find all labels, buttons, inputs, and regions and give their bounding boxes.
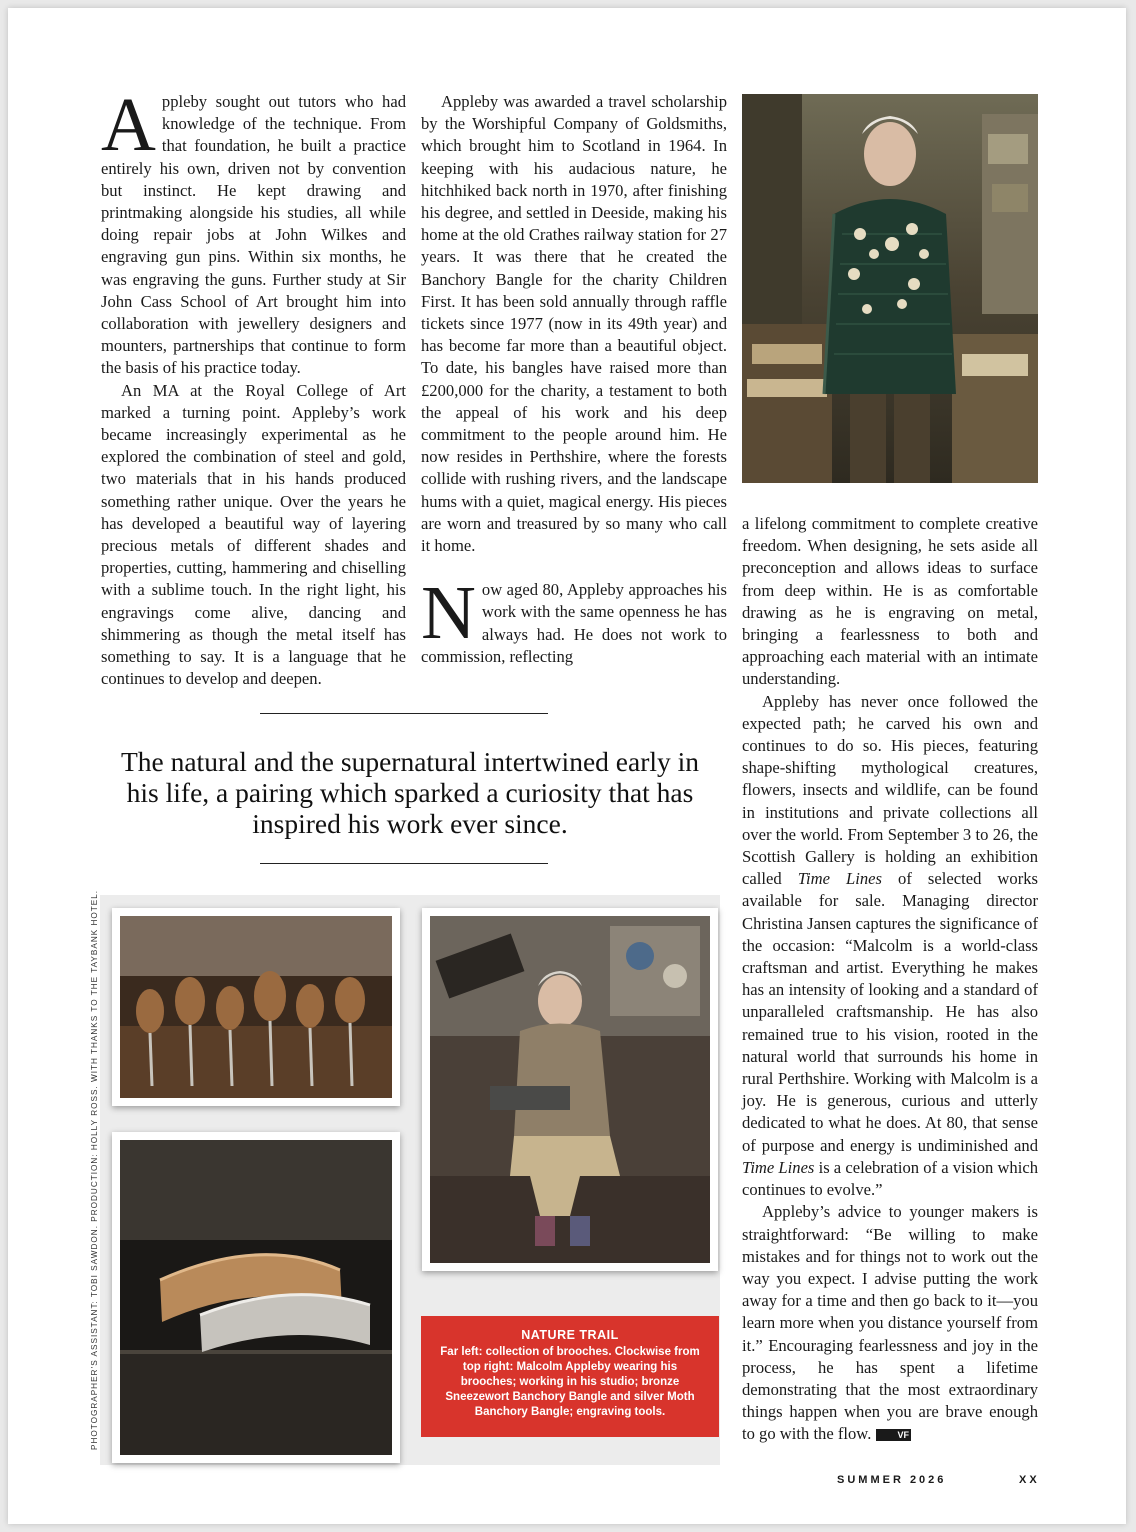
tools-illustration: [120, 916, 392, 1098]
paragraph: Appleby’s advice to younger makers is straightforward: “Be willing to make mistakes and for things not to work out the way you expect. I advise putting the work away for a time and then go back to it—you learn more when you distance yourself from it.” Encouraging fearlessness and joy in the process, he has spent a lifetime demonstrating that the most extraordinary things happen when you are brave enough to go with the flow. VF: [742, 1202, 1038, 1444]
photo-credit: PHOTOGRAPHER’S ASSISTANT: TOBI SAWDON. PRODUCTION: HOLLY ROSS. WITH THANKS TO THE TAYBANK HOTEL.: [90, 889, 99, 1450]
paragraph: a lifelong commitment to complete creative freedom. When designing, he sets aside all preconception and allows ideas to surface from deep within. He is as comfortable drawing as he is engraving on metal, bringing a fearlessness to both and approaching each material with an intimate understanding.: [742, 514, 1038, 689]
exhibition-title: Time Lines: [742, 1157, 815, 1177]
end-mark: VF: [876, 1429, 912, 1441]
paragraph: Appleby was awarded a travel scholarship by the Worshipful Company of Goldsmiths, which brought him to Scotland in 1964. In keeping with his audacious nature, he hitchhiked back north in 1970, after finishing his degree, and settled in Deeside, making his home at the old Crathes railway station for 27 years. It was there that he created the Banchory Bangle for the charity Children First. It has been sold annually through raffle tickets since 1977 (now in its 49th year) and has become far more than a beautiful object. To date, his bangles have raised more than £200,000 for the charity, a testament to both the appeal of his work and his deep commitment to the people around him. He now resides in Perthshire, where the forests collide with rushing rivers, and the landscape hums with a quiet, magical energy. His pieces are worn and treasured by so many who call it home.: [421, 92, 727, 556]
pullquote-rule-top: [260, 713, 548, 714]
bangles-illustration: [120, 1140, 392, 1455]
article-column-2: [421, 91, 727, 668]
article-column-1: [101, 83, 406, 690]
portrait-illustration: [742, 94, 1038, 483]
paragraph: Appleby has never once followed the expected path; he carved his own and continues to do so. His pieces, featuring shape-shifting mythological creatures, flowers, insects and wildlife, can be found in institutions and private collections all over the world. From September 3 to 26, the Scottish Gallery is holding an exhibition called Time Lines of selected works available for sale. Managing director Christina Jansen captures the significance of the occasion: “Malcolm is a world-class craftsman and artist. Everything he makes has an intensity of looking and a standard of unparalleled craftsmanship. He has also remained true to his vision, rooted in the natural world that surrounds his home in rural Perthshire. Working with Malcolm is a joy. He is generous, curious and utterly dedicated to what he does. At 80, that sense of purpose and energy is undiminished and Time Lines is a celebration of a vision which continues to evolve.”: [742, 691, 1039, 1200]
article-column-3: [742, 513, 1038, 1446]
bangles-photo: [112, 1132, 400, 1463]
drop-cap: N: [421, 571, 476, 656]
drop-cap: A: [101, 83, 156, 167]
portrait-photo: [742, 94, 1038, 483]
studio-illustration: [430, 916, 710, 1263]
photo-caption: [421, 1316, 719, 1437]
paragraph: [101, 83, 406, 380]
paragraph-text: ppleby sought out tutors who had knowledge of the technique. From that foundation, he built a practice entirely his own, driven not by convention but instinct. He kept drawing and printmaking alongside his studies, all while doing repair jobs at John Wilkes and engraving gun pins. Within six months, he was engraving the guns. Further study at Sir John Cass School of Art brought him into collaboration with jewellery designers and mounters, partnerships that continue to form the basis of his practice today.: [101, 92, 406, 378]
engraving-tools-photo: [112, 908, 400, 1106]
paragraph: An MA at the Royal College of Art marked a turning point. Appleby’s work became increasingly experimental as he explored the combination of steel and gold, two materials that in his hands produced something rather unique. Over the years he has developed a beautiful way of layering precious metals of different shades and properties, cutting, hammering and chiselling with a sublime touch. In the right light, his engravings come alive, dancing and shimmering as though the metal itself has something to say. It is a language that he continues to develop and deepen.: [101, 380, 406, 689]
magazine-page: [8, 8, 1126, 1524]
page-number: XX: [1019, 1474, 1040, 1486]
pull-quote: The natural and the supernatural intertwined early in his life, a pairing which sparked a curiosity that has inspired his work ever since.: [120, 746, 700, 839]
paragraph-text: ow aged 80, Appleby approaches his work with the same openness he has always had. He does not work to commission, reflecting: [421, 580, 727, 666]
caption-title: NATURE TRAIL: [521, 1328, 619, 1342]
paragraph: [421, 571, 727, 668]
exhibition-title: Time Lines: [797, 869, 882, 889]
issue-label: SUMMER 2026: [837, 1474, 947, 1486]
caption-body: Far left: collection of brooches. Clockwise from top right: Malcolm Appleby wearing his brooches; working in his studio; bronze Sneezewort Banchory Bangle and silver Moth Banchory Bangle; engraving tools.: [440, 1346, 700, 1418]
studio-photo: [422, 908, 718, 1271]
pullquote-rule-bottom: [260, 863, 548, 864]
